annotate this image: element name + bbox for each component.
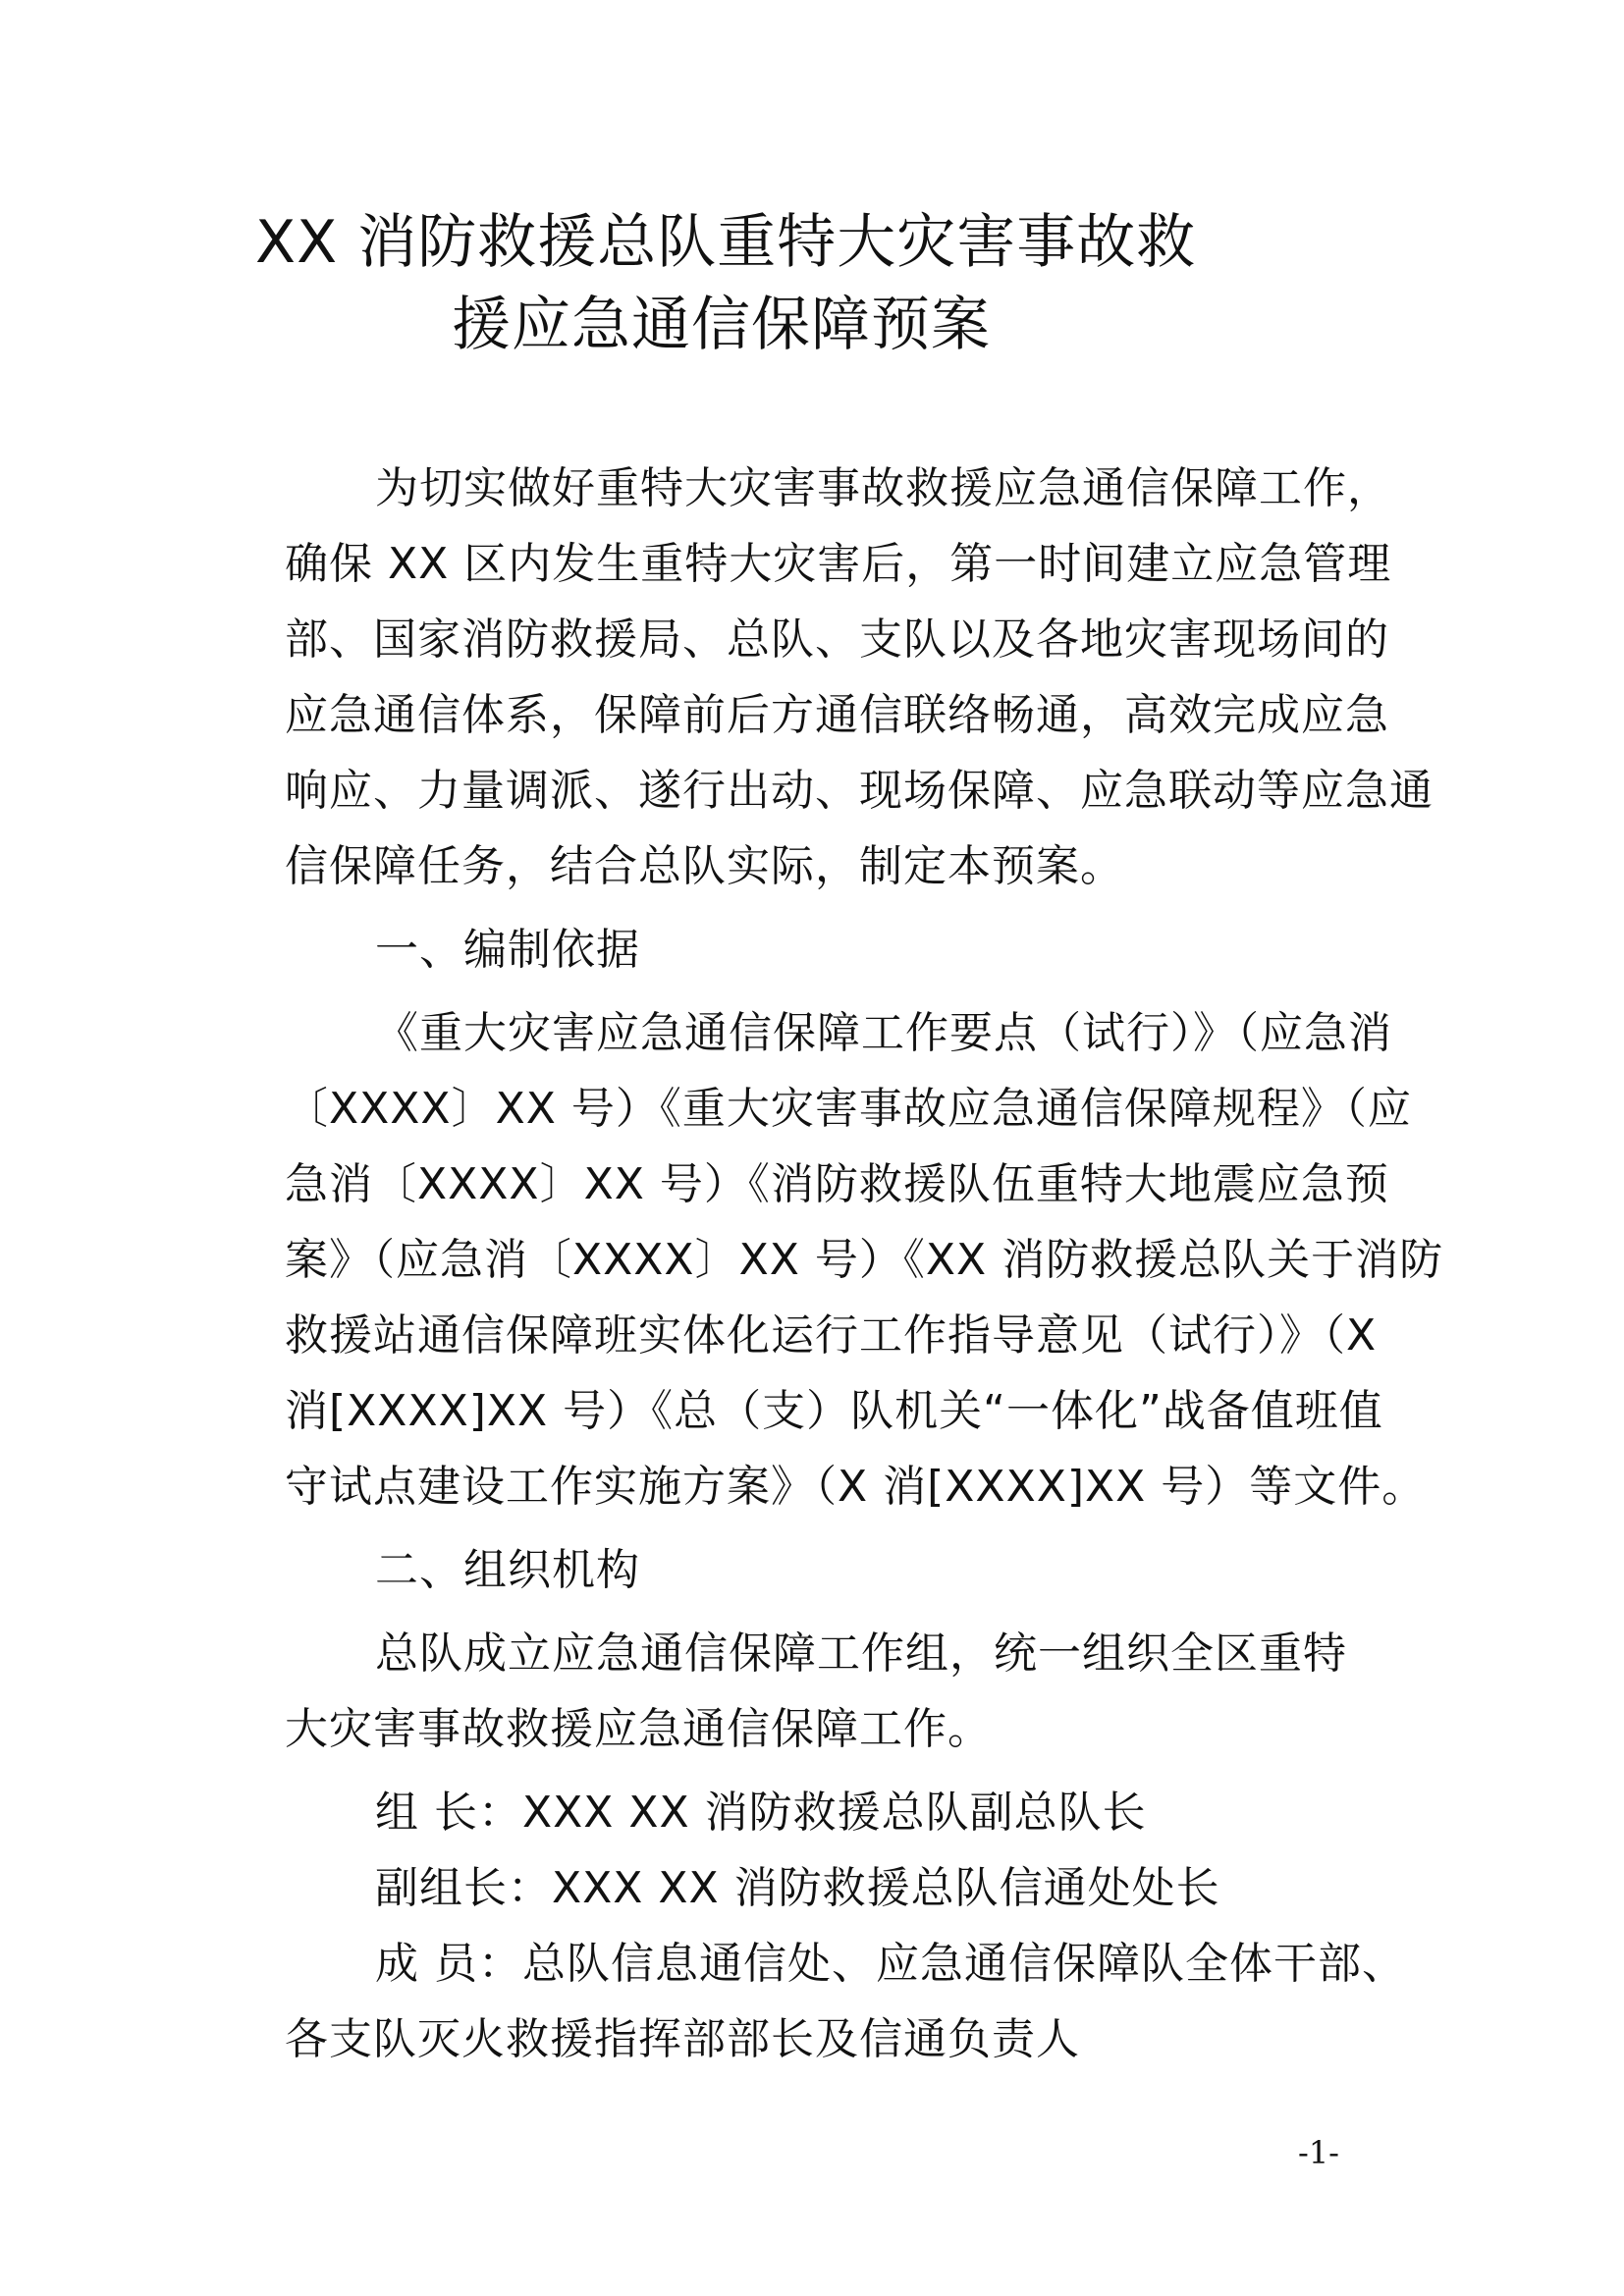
title-line-2: 援应急通信保障预案 bbox=[452, 291, 991, 359]
organization-line: 组 长：XXX XX 消防救援总队副总队长 bbox=[375, 1788, 1147, 1838]
paragraph-line: 部、国家消防救援局、总队、支队以及各地灾害现场间的 bbox=[285, 614, 1389, 665]
paragraph-line: 应急通信体系，保障前后方通信联络畅通，高效完成应急 bbox=[285, 690, 1389, 740]
paragraph-line: 响应、力量调派、遂行出动、现场保障、应急联动等应急通 bbox=[285, 766, 1434, 816]
organization-line: 成 员：总队信息通信处、应急通信保障队全体干部、 bbox=[375, 1939, 1406, 1989]
paragraph-line: 信保障任务，结合总队实际，制定本预案。 bbox=[285, 841, 1124, 891]
paragraph-line: 为切实做好重特大灾害事故救援应急通信保障工作， bbox=[375, 463, 1391, 513]
section-heading: 二、组织机构 bbox=[375, 1545, 640, 1595]
document-title bbox=[255, 201, 1286, 366]
paragraph-line: 急消〔XXXX〕XX 号）《消防救援队伍重特大地震应急预 bbox=[285, 1159, 1389, 1209]
organization-line: 各支队灭火救援指挥部部长及信通负责人 bbox=[285, 2014, 1080, 2064]
paragraph-line: 确保 XX 区内发生重特大灾害后，第一时间建立应急管理 bbox=[285, 539, 1392, 589]
paragraph-line: 救援站通信保障班实体化运行工作指导意见（试行）》（X bbox=[285, 1310, 1378, 1361]
paragraph-line: 消[XXXX]XX 号）《总（支）队机关“一体化”战备值班值 bbox=[285, 1386, 1383, 1436]
paragraph-line: 《重大灾害应急通信保障工作要点（试行）》（应急消 bbox=[375, 1008, 1392, 1058]
paragraph-line: 案》（应急消〔XXXX〕XX 号）《XX 消防救援总队关于消防 bbox=[285, 1235, 1444, 1285]
paragraph-line: 〔XXXX〕XX 号）《重大灾害事故应急通信保障规程》（应 bbox=[285, 1084, 1412, 1134]
paragraph-line: 总队成立应急通信保障工作组，统一组织全区重特 bbox=[375, 1629, 1347, 1679]
page-number: -1- bbox=[1298, 2134, 1339, 2171]
paragraph-line: 大灾害事故救援应急通信保障工作。 bbox=[285, 1704, 992, 1754]
section-heading: 一、编制依据 bbox=[375, 925, 640, 975]
organization-line: 副组长：XXX XX 消防救援总队信通处处长 bbox=[375, 1863, 1220, 1913]
paragraph-line: 守试点建设工作实施方案》（X 消[XXXX]XX 号）等文件。 bbox=[285, 1462, 1427, 1512]
title-line-1: XX 消防救援总队重特大灾害事故救 bbox=[255, 208, 1197, 277]
